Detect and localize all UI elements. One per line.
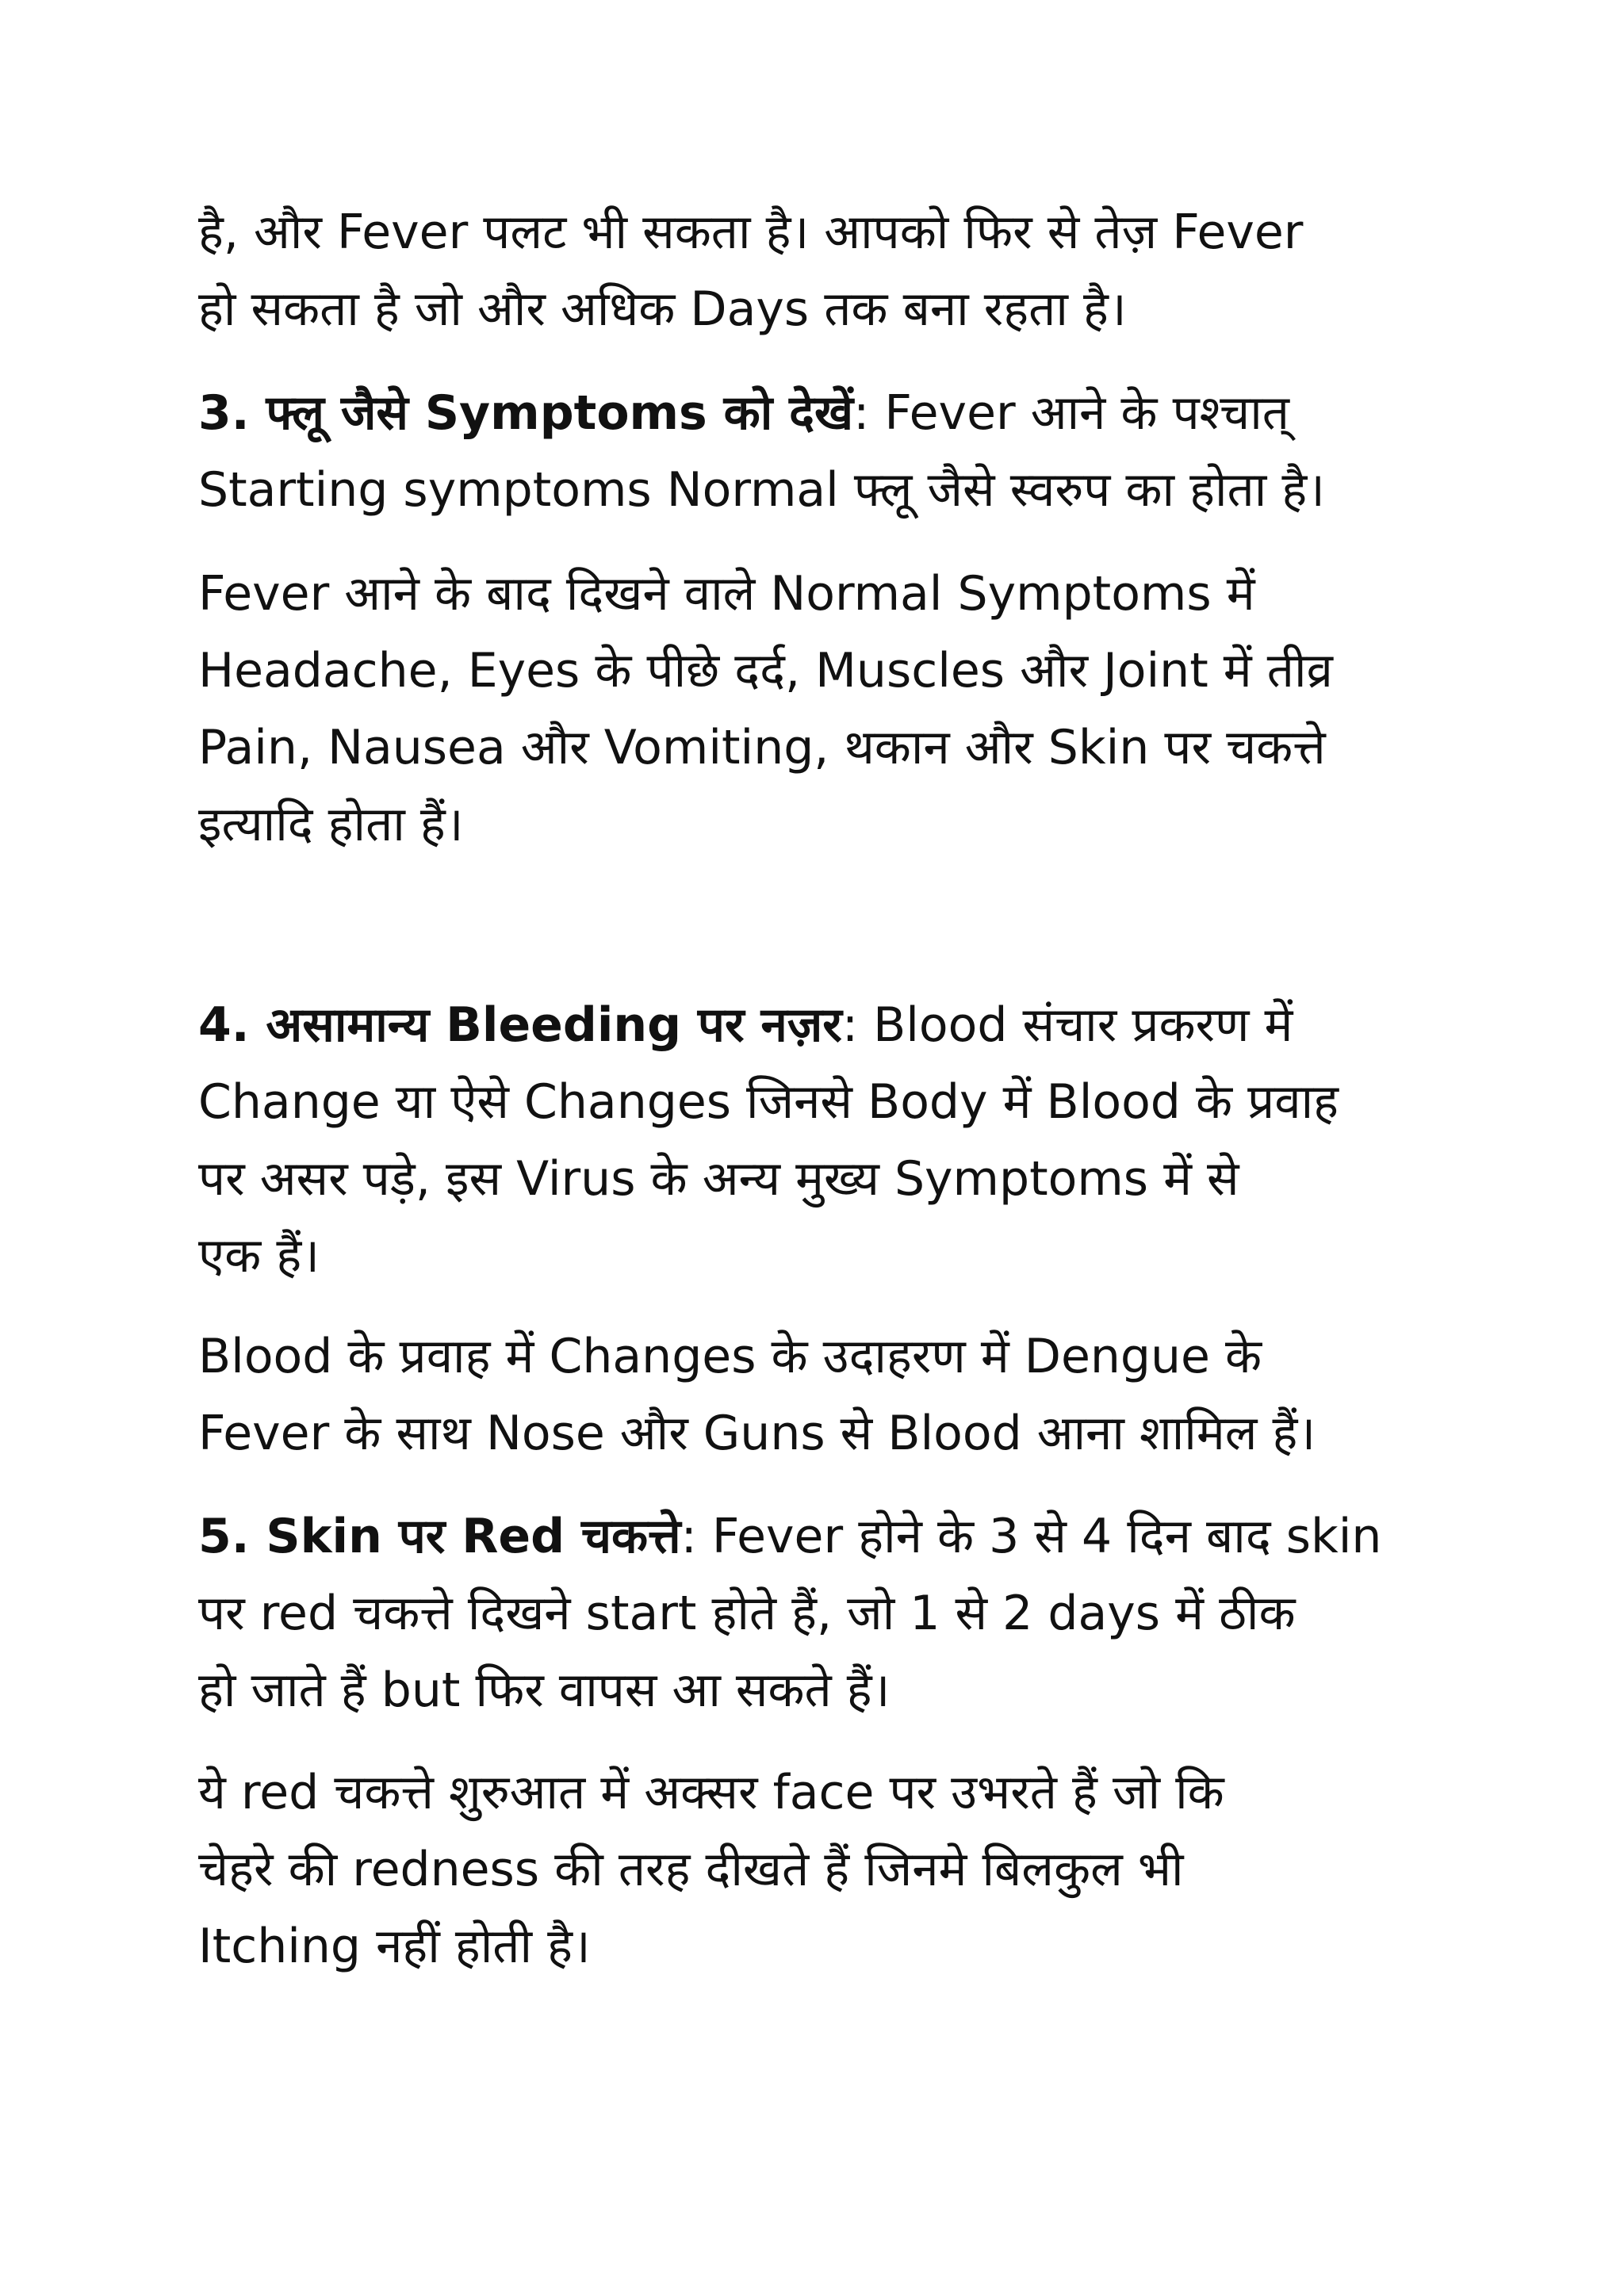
paragraph-point-4 [198,987,1339,1295]
paragraph-red-rash [198,1755,1224,1985]
text-line: Change या ऐसे Changes जिनसे Body में Blood के प्रवाह [198,1074,1339,1130]
paragraph-normal-symptoms [198,556,1333,863]
text-line: इत्यादि होता हैं। [198,797,464,852]
text-line: Fever के साथ Nose और Guns से Blood आना शामिल हैं। [198,1406,1316,1461]
text-line: Pain, Nausea और Vomiting, थकान और Skin पर चकत्ते [198,720,1326,775]
heading-line [198,987,1339,1064]
text-line: Itching नहीं होती है। [198,1919,591,1974]
text-line: ये red चकत्ते शुरुआत में अक्सर face पर उभरते हैं जो कि [198,1765,1224,1820]
section-heading-4: 4. असामान्य Bleeding पर नज़र [198,997,842,1053]
text-line: हो सकता है जो और अधिक Days तक बना रहता है। [198,281,1127,337]
paragraph-blood-examples [198,1318,1316,1472]
heading-continuation: : Fever होने के 3 से 4 दिन बाद skin [680,1509,1382,1564]
paragraph-point-5 [198,1498,1381,1729]
text-line: एक हैं। [198,1228,320,1284]
text-line: पर red चकत्ते दिखने start होते हैं, जो 1 से 2 days में ठीक [198,1586,1296,1641]
text-line: हो जाते हैं but फिर वापस आ सकते हैं। [198,1663,891,1718]
text-line: है, और Fever पलट भी सकता है। आपको फिर से तेज़ Fever [198,205,1304,260]
heading-line [198,375,1325,452]
heading-continuation: : Blood संचार प्रकरण में [841,997,1293,1053]
text-line: पर असर पड़े, इस Virus के अन्य मुख्य Symptoms में से [198,1151,1239,1207]
heading-continuation: : Fever आने के पश्चात् [853,385,1289,441]
heading-line [198,1498,1381,1575]
paragraph-fever-relapse [198,194,1303,348]
text-line: Headache, Eyes के पीछे दर्द, Muscles और Joint में तीव्र [198,643,1333,698]
text-line: Blood के प्रवाह में Changes के उदाहरण में Dengue के [198,1329,1262,1384]
text-line: चेहरे की redness की तरह दीखते हैं जिनमे बिलकुल भी [198,1842,1184,1897]
section-heading-3: 3. फ्लू जैसे Symptoms को देखें [198,385,854,441]
text-line: Starting symptoms Normal फ्लू जैसे स्वरुप का होता है। [198,462,1325,518]
text-line: Fever आने के बाद दिखने वाले Normal Symptoms में [198,566,1255,622]
paragraph-point-3 [198,375,1325,529]
section-heading-5: 5. Skin पर Red चकत्ते [198,1509,681,1564]
